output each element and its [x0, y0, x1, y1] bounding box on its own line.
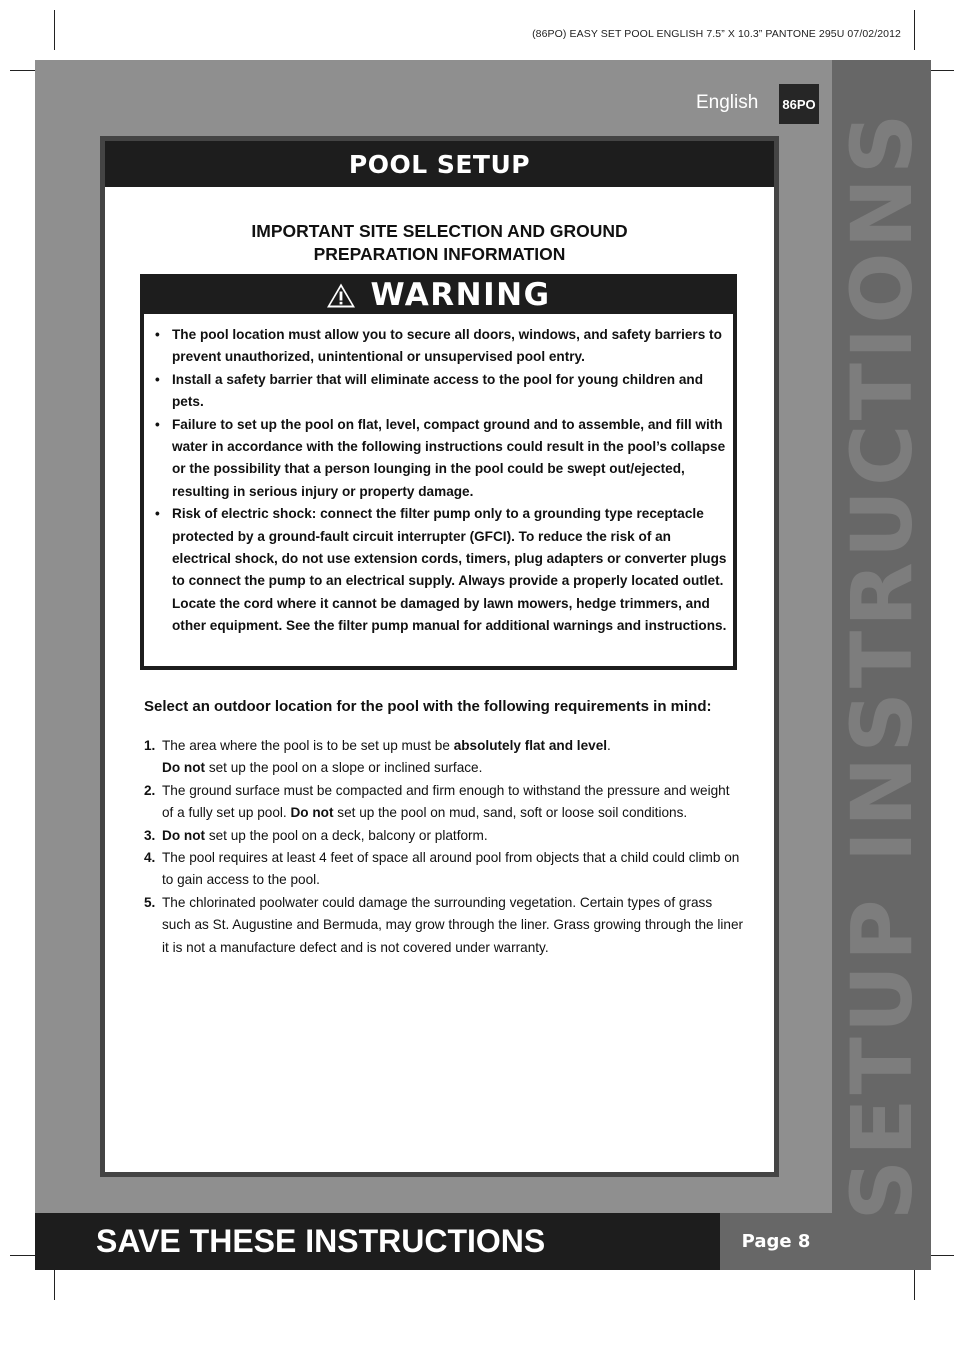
print-info: (86PO) EASY SET POOL ENGLISH 7.5” X 10.3” PANTONE 295U 07/02/2012 — [532, 28, 901, 40]
section-subtitle — [105, 220, 774, 266]
requirement-item: 1. The area where the pool is to be set up must be absolutely flat and level. Do not set up the pool on a slope or inclined surface. — [144, 738, 611, 776]
subtitle-line: PREPARATION INFORMATION — [313, 244, 566, 264]
requirement-item: 2. The ground surface must be compacted and firm enough to withstand the pressure and weight of a fully set up pool. Do not set up the pool on mud, sand, soft or loose soil conditions. — [144, 782, 730, 821]
section-title: POOL SETUP — [105, 141, 774, 187]
warning-box — [140, 274, 737, 670]
footer-bar — [35, 1213, 720, 1270]
footer-title: SAVE THESE INSTRUCTIONS — [96, 1223, 546, 1259]
requirement-item: 3. Do not set up the pool on a deck, balcony or platform. — [144, 827, 488, 843]
crop-mark — [54, 10, 55, 50]
page-number: Page 8 — [720, 1213, 832, 1270]
warning-item: • Install a safety barrier that will eliminate access to the pool for young children and pets. — [155, 371, 704, 410]
warning-triangle-icon — [326, 282, 356, 309]
warning-title: WARNING — [370, 277, 551, 313]
crop-mark — [54, 1270, 55, 1300]
model-code-badge: 86PO — [779, 84, 819, 124]
requirement-item: 4. The pool requires at least 4 feet of space all around pool from objects that a child could climb on to gain access to the pool. — [144, 850, 740, 888]
warning-list — [155, 324, 727, 638]
content-box — [100, 136, 779, 1177]
side-title: SETUP INSTRUCTIONS — [832, 109, 931, 1221]
warning-item: • Risk of electric shock: connect the filter pump only to a grounding type receptacle protected by a ground-fault circuit interrupter (GFCI). To reduce the risk of an electrical shock, do not use extension cords, timers, plug adapters or converter plugs to connect the pump to an electrical supply. Always provide a properly located outlet. Locate the cord where it cannot be damaged by lawn mowers, hedge trimmers, and other equipment. See the filter pump manual for additional warnings and instructions. — [155, 506, 727, 634]
side-strip — [832, 60, 931, 1270]
subtitle-line: IMPORTANT SITE SELECTION AND GROUND — [251, 221, 628, 241]
crop-mark — [914, 10, 915, 50]
requirements-intro: Select an outdoor location for the pool with the following requirements in mind: — [144, 698, 712, 715]
requirement-item: 5. The chlorinated poolwater could damage the surrounding vegetation. Certain types of grass such as St. Augustine and Bermuda, may grow through the liner. Grass growing through the liner it is not a manufacture defect and is not covered under warranty. — [144, 894, 744, 955]
warning-item: • Failure to set up the pool on flat, level, compact ground and to assemble, and fill with water in accordance with the following instructions could result in the pool’s collapse or the possibility that a person lounging in the pool could be swept out/ejected, resulting in serious injury or property damage. — [155, 416, 726, 499]
requirements-list — [144, 735, 744, 959]
warning-header — [143, 277, 734, 314]
warning-item: • The pool location must allow you to secure all doors, windows, and safety barriers to prevent unauthorized, unintentional or unsupervised pool entry. — [155, 327, 722, 365]
crop-mark — [914, 1270, 915, 1300]
language-label: English — [696, 92, 759, 113]
